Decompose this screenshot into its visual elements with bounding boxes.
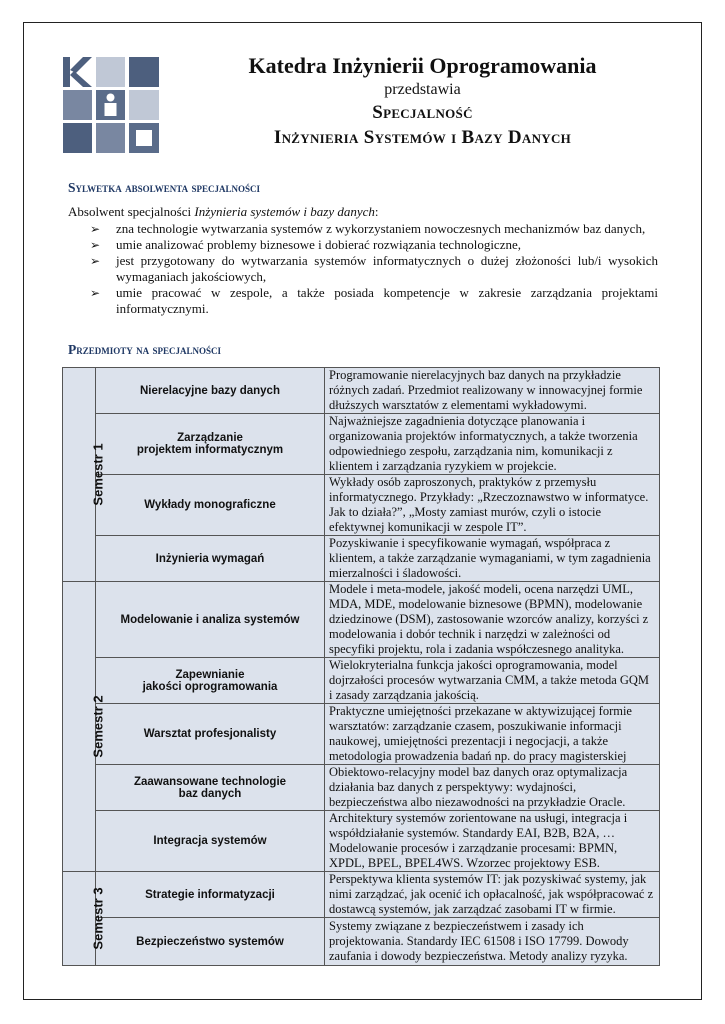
subject-row [63, 414, 660, 475]
subject-name: Modelowanie i analiza systemów [96, 582, 325, 658]
logo-k-letter [63, 57, 92, 87]
title-block [200, 52, 645, 150]
arrow-bullet-icon: ➢ [90, 222, 101, 236]
arrow-bullet-icon: ➢ [90, 286, 101, 300]
semester-label: Semestr 2 [63, 582, 96, 872]
semester-label: Semestr 3 [63, 872, 96, 966]
subject-description: Programowanie nierelacyjnych baz danych na przykładzie różnych zadań. Przedmiot realizowany w innowacyjnej formie dłuższych warsztatów z elementami wykładowymi. [325, 368, 660, 414]
profile-intro: Absolwent specjalności Inżynieria systemów i bazy danych: [68, 204, 379, 219]
subject-name: Inżynieria wymagań [96, 536, 325, 582]
subject-name: Zarządzanie projektem informatycznym [96, 414, 325, 475]
subjects-heading: Przedmioty na specjalności [68, 342, 222, 357]
subject-description: Pozyskiwanie i specyfikowanie wymagań, współpraca z klientem, a także zarządzanie wymaganiami, w tym zagadnienia mierzalności i śladowości. [325, 536, 660, 582]
subject-row [63, 582, 660, 658]
arrow-bullet-icon: ➢ [90, 238, 101, 252]
semester-label: Semestr 1 [63, 368, 96, 582]
profile-list-item-text: zna technologie wytwarzania systemów z wykorzystaniem nowoczesnych mechanizmów baz danych, [116, 221, 646, 236]
profile-list-item-text: umie pracować w zespole, a także posiada kompetencje w zakresie zarządzania projektami informatycznymi. [116, 285, 658, 316]
profile-list-item-text: umie analizować problemy biznesowe i dobierać rozwiązania technologiczne, [116, 237, 521, 252]
subject-name: Warsztat profesjonalisty [96, 704, 325, 765]
subject-description: Architektury systemów zorientowane na usługi, integracja i współdziałanie systemów. Standardy EAI, B2B, B2A, … Modelowanie procesów i zarządzanie procesami: BPMN, XPDL, BPEL, BPEL4WS. Wzorzec projektowy ESB. [325, 811, 660, 872]
subject-row [63, 368, 660, 414]
subject-name: Strategie informatyzacji [96, 872, 325, 918]
subject-row [63, 658, 660, 704]
subject-description: Najważniejsze zagadnienia dotyczące planowania i organizowania projektów informatycznych, a także tworzenia odpowiedniego zespołu, zarządzania nim, komunikacji z klientem i zarządzania ryzykiem w projekcie. [325, 414, 660, 475]
subject-row [63, 918, 660, 966]
profile-heading: Sylwetka absolwenta specjalności [68, 180, 260, 195]
profile-list-item [68, 237, 658, 253]
subject-row [63, 872, 660, 918]
subject-name: Nierelacyjne bazy danych [96, 368, 325, 414]
department-logo [63, 57, 159, 153]
profile-list [68, 221, 658, 317]
subject-description: Obiektowo-relacyjny model baz danych oraz optymalizacja działania baz danych z perspektywy: wydajności, bezpieczeństwa albo niezawodności na przykładzie Oracle. [325, 765, 660, 811]
subject-row [63, 765, 660, 811]
subject-row [63, 704, 660, 765]
profile-list-item-text: jest przygotowany do wytwarzania systemów informatycznych o dużej złożoności lub/i wysokich wymaganiach jakościowych, [116, 253, 658, 284]
subject-name: Zaawansowane technologie baz danych [96, 765, 325, 811]
department-title: Katedra Inżynierii Oprogramowania [248, 53, 597, 78]
subject-name: Zapewnianie jakości oprogramowania [96, 658, 325, 704]
specialty-italic: Inżynieria systemów i bazy danych [194, 204, 375, 219]
subject-description: Praktyczne umiejętności przekazane w aktywizującej formie warsztatów: zarządzanie czasem, poszukiwanie informacji naukowej, umiejętności prezentacji i negocjacji, a także metodologia prowadzenia badań np. do pracy magisterskiej [325, 704, 660, 765]
subject-description: Systemy związane z bezpieczeństwem i zasady ich projektowania. Standardy IEC 61508 i ISO 17799. Dowody zaufania i dowody bezpieczeństwa. Metody analizy ryzyka. [325, 918, 660, 966]
subject-name: Wykłady monograficzne [96, 475, 325, 536]
arrow-bullet-icon: ➢ [90, 254, 101, 268]
specialty-label: Specjalność [372, 102, 473, 123]
profile-list-item [68, 253, 658, 285]
subject-name: Bezpieczeństwo systemów [96, 918, 325, 966]
subject-description: Modele i meta-modele, jakość modeli, ocena narzędzi UML, MDA, MDE, modelowanie biznesowe (BPMN), modelowanie dziedzinowe (DSM), zastosowanie wzorców analizy, korzyści z modelowania i dobór technik i narzędzi w zależności od specyfiki projektu, rola i zadania współczesnego analityka. [325, 582, 660, 658]
subject-description: Wykłady osób zaproszonych, praktyków z przemysłu informatycznego. Przykłady: „Rzeczoznawstwo w informatyce. Jak to działa?”, „Mosty zamiast murów, czyli o istocie efektywnej komunikacji w zespole IT”. [325, 475, 660, 536]
profile-list-item [68, 221, 658, 237]
subject-row [63, 475, 660, 536]
profile-list-item [68, 285, 658, 317]
subjects-table [62, 367, 660, 966]
subject-description: Perspektywa klienta systemów IT: jak pozyskiwać systemy, jak nimi zarządzać, jak ocenić ich opłacalność, jak współpracować z dostawcą systemów, jak zarządzać zasobami IT w firmie. [325, 872, 660, 918]
subject-row [63, 536, 660, 582]
subject-name: Integracja systemów [96, 811, 325, 872]
subject-description: Wielokryterialna funkcja jakości oprogramowania, model dojrzałości procesów wytwarzania CMM, a także metoda GQM i zasady zarządzania jakością. [325, 658, 660, 704]
presents-text: przedstawia [384, 81, 461, 98]
subject-row [63, 811, 660, 872]
specialty-name: Inżynieria Systemów i Bazy Danych [273, 127, 572, 148]
